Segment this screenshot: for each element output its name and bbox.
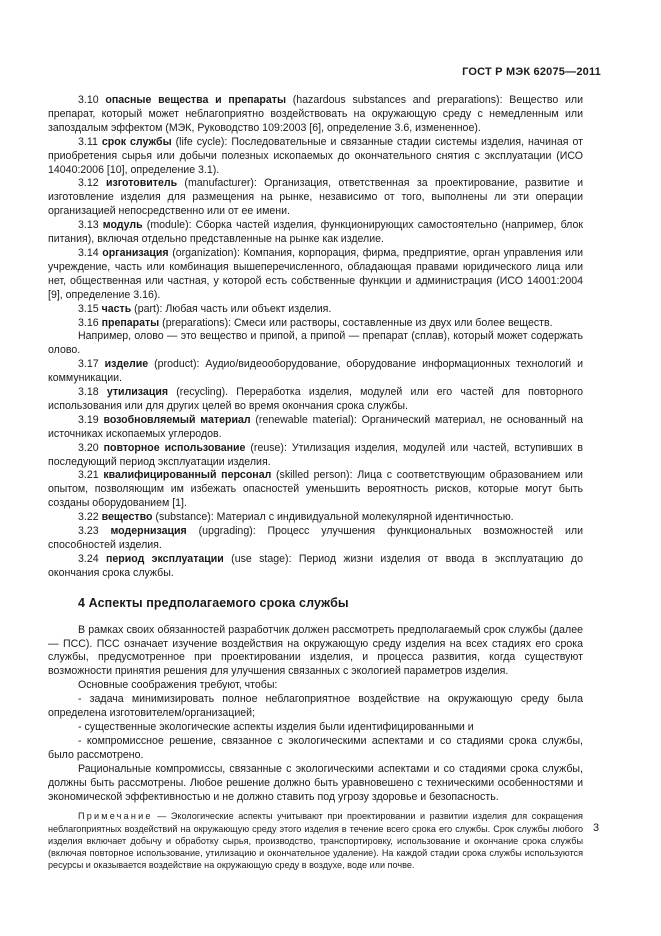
definition-term: период эксплуатации <box>105 552 224 565</box>
definition-number: 3.23 <box>78 525 99 538</box>
section-paragraph: Рациональные компромиссы, связанные с экологическими аспектами и со стадиями срока службы, должны быть рассмотрены. Любое решение должно быть уравновешено с техническими особенностями и экономической эффективностью и не должно ставить под угрозу здоровье и безопасность. <box>48 762 583 803</box>
definition-number: 3.22 <box>78 511 99 524</box>
definition-number: 3.15 <box>78 302 99 315</box>
definition-number: 3.12 <box>78 177 99 190</box>
section-heading: 4 Аспекты предполагаемого срока службы <box>78 595 349 610</box>
definition-term: изготовитель <box>105 177 178 190</box>
page-number: 3 <box>593 822 599 834</box>
definition-term: вещество <box>101 511 153 524</box>
definition-item <box>48 469 583 511</box>
definition-item <box>48 386 583 414</box>
definition-text: (part): Любая часть или объект изделия. <box>131 302 332 315</box>
definition-item <box>48 247 583 303</box>
definition-number: 3.10 <box>78 94 99 106</box>
definition-text: (substance): Материал с индивидуальной молекулярной идентичностью. <box>152 511 514 524</box>
bullet-item: - существенные экологические аспекты изделия были идентифицированными и <box>78 720 474 733</box>
definition-text: (product): Аудио/видеооборудование, оборудование информационных технологий и коммуникации. <box>48 358 583 385</box>
definition-number: 3.16 <box>78 316 99 329</box>
note-paragraph <box>48 810 583 870</box>
definition-item <box>48 525 583 553</box>
document-code-header: ГОСТ Р МЭК 62075—2011 <box>462 66 601 78</box>
page-content <box>48 94 583 871</box>
section-paragraph: В рамках своих обязанностей разработчик должен рассмотреть предполагаемый срок службы (далее — ПСС). ПСС означает изучение воздействия на окружающую среду изделия на всех стадиях его срока службы, предусмотренное при проектировании изделия, и процесса развития, когда существуют возможности принятия решения для улучшения связанных с экологией параметров изделия. <box>48 623 583 678</box>
definition-term: часть <box>101 302 132 315</box>
definition-term: срок службы <box>101 135 172 148</box>
definition-number: 3.20 <box>78 441 99 454</box>
definition-number: 3.24 <box>78 552 99 565</box>
definitions-list <box>48 94 583 581</box>
bullet-item: - задача минимизировать полное неблагоприятное воздействие на окружающую среду была определена изготовителем/организацией; <box>48 693 583 720</box>
definition-text: (hazardous substances and preparations): Вещество или препарат, который может неблагоприятно воздействовать на окружающую среду с немедленным или запоздалым эффектом (МЭК, Руководство 109:2003 [6], определение 3.6, измененное). <box>48 94 583 134</box>
definition-number: 3.13 <box>78 219 99 232</box>
definition-text: (reuse): Утилизация изделия, модулей или частей, вступивших в последующий период эксплуатации изделия. <box>48 441 583 468</box>
definition-term: квалифицированный персонал <box>103 469 272 482</box>
definition-number: 3.19 <box>78 413 99 426</box>
section-paragraph: Основные соображения требуют, чтобы: <box>78 679 278 692</box>
definition-item <box>48 511 583 525</box>
definition-item <box>48 330 583 358</box>
definition-term: возобновляемый материал <box>103 413 251 426</box>
definition-item <box>48 317 583 331</box>
definition-term: препараты <box>101 316 160 329</box>
definition-item <box>48 177 583 219</box>
definition-text: (use stage): Период жизни изделия от ввода в эксплуатацию до окончания срока службы. <box>48 552 583 579</box>
definition-term: организация <box>102 246 169 259</box>
definition-text: (recycling). Переработка изделия, модулей или его частей для повторного использования или для других целей во время окончания срока службы. <box>48 386 583 412</box>
definition-number: 3.21 <box>78 469 99 482</box>
definition-item <box>48 553 583 581</box>
note-text: — Экологические аспекты учитывают при проектировании и развитии изделия для сокращения неблагоприятных воздействий на окружающую среду этого изделия в течение всего срока его службы. Срок службы любого изделия включает добычу и обработку сырья, производство, транспортировку, использование и окончание срока службы (включая повторное использование, утилизацию и окончательное удаление). На каждой стадии срока службы используются ресурсы и оказывается воздействие на окружающую среду в воздухе, воде или почве. <box>48 811 583 870</box>
definition-text: (renewable material): Органический материал, не основанный на источниках ископаемых углеродов. <box>48 413 583 440</box>
definition-text: (preparations): Смеси или растворы, составленные из двух или более веществ. <box>159 316 553 329</box>
bullet-item: - компромиссное решение, связанное с экологическими аспектами и со стадиями срока службы, было рассмотрено. <box>48 734 583 761</box>
definition-term: опасные вещества и препараты <box>105 94 286 106</box>
definition-item <box>48 219 583 247</box>
definition-item <box>48 442 583 470</box>
note-lead: Примечание <box>78 811 153 822</box>
definition-number: 3.18 <box>78 386 99 399</box>
definition-text: (organization): Компания, корпорация, фирма, предприятие, орган управления или учреждение, часть или комбинация вышеперечисленного, обладающая правами юридического лица или нет, общественная или частная, у которой есть собственные функции и администрация (ИСО 14001:2004 [9], определение 3.16). <box>48 246 583 301</box>
definition-term: модуль <box>102 219 143 232</box>
definition-text: (life cycle): Последовательные и связанные стадии системы изделия, начиная от приобретения сырья или добычи полезных ископаемых до окончательного снятия с эксплуатации (ИСО 14040:2006 [10], определение 3.1). <box>48 135 583 176</box>
definition-item <box>48 358 583 386</box>
definition-text: (upgrading): Процесс улучшения функциональных возможностей или способностей изделия. <box>48 525 583 551</box>
definition-item <box>48 136 583 178</box>
definition-item <box>48 414 583 442</box>
definition-text: (module): Сборка частей изделия, функционирующих самостоятельно (например, блок питания), включая отдельно представленные на рынке как изделие. <box>48 219 583 246</box>
definition-term: модернизация <box>110 525 187 538</box>
definition-number: 3.17 <box>78 358 99 371</box>
definition-term: повторное использование <box>103 441 246 454</box>
definition-text: Например, олово — это вещество и припой, а припой — препарат (сплав), который может содержать олово. <box>48 330 583 357</box>
definition-item <box>48 94 583 136</box>
definition-number: 3.11 <box>78 135 98 148</box>
definition-term: утилизация <box>106 386 169 399</box>
definition-term: изделие <box>104 358 149 371</box>
definition-number: 3.14 <box>78 246 99 259</box>
definition-text: (skilled person): Лица с соответствующим образованием или опытом, позволяющим им избежать опасностей уменьшить вероятность рисков, которые могут быть созданы оборудованием [1]. <box>48 469 583 510</box>
definition-item <box>48 303 583 317</box>
definition-text: (manufacturer): Организация, ответственная за проектирование, развитие и изготовление изделия для размещения на рынке, независимо от того, выполнены ли эти операции организацией непосредственно или от ее имени. <box>48 177 583 218</box>
